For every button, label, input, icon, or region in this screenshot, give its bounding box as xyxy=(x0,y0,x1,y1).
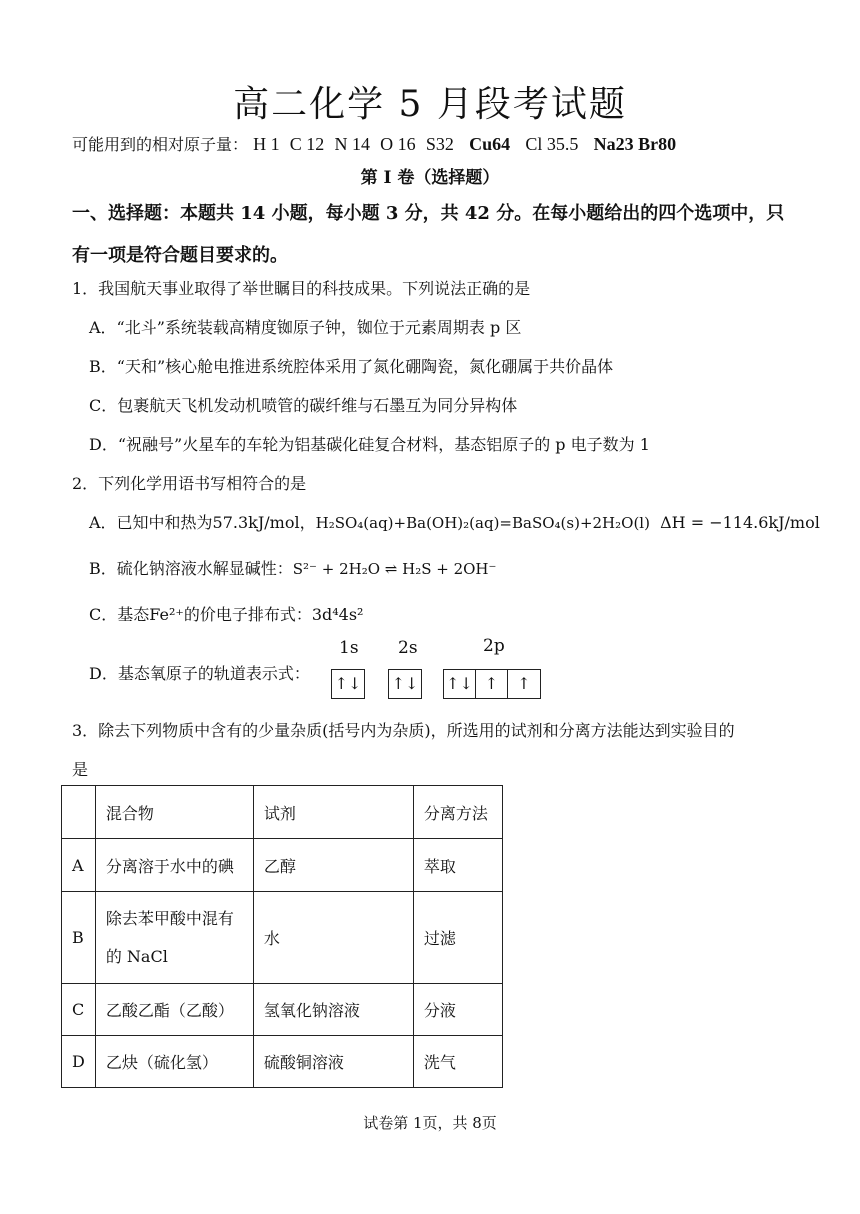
q1-stem: 1．我国航天事业取得了举世瞩目的科技成果。下列说法正确的是 xyxy=(72,279,531,298)
table-cell: 分离溶于水中的碘 xyxy=(95,839,253,892)
q2-b-prefix: B．硫化钠溶液水解显碱性： xyxy=(89,559,293,578)
table-row xyxy=(62,984,503,1036)
table-cell: 除去苯甲酸中混有的 NaCl xyxy=(95,892,253,984)
q2-a-enthalpy: ΔH = −114.6kJ/mol xyxy=(660,513,820,532)
q2-a-equation: H₂SO₄(aq)+Ba(OH)₂(aq)=BaSO₄(s)+2H₂O(l) xyxy=(315,514,650,532)
q2-option-c xyxy=(89,602,363,625)
volume-title: 第 I 卷（选择题） xyxy=(360,168,500,188)
table-header-cell xyxy=(62,786,96,839)
table-header-row xyxy=(62,786,503,839)
table-cell: 洗气 xyxy=(413,1036,502,1088)
atomic-mass-n: N 14 xyxy=(334,134,370,154)
q1-option-d: D．“祝融号”火星车的车轮为铝基碳化硅复合材料，基态铝原子的 p 电子数为 1 xyxy=(89,435,650,454)
table-cell: C xyxy=(62,984,96,1036)
q2-option-a xyxy=(89,510,820,533)
orbital-box-1s xyxy=(331,669,365,699)
q1-option-a: A．“北斗”系统装载高精度铷原子钟，铷位于元素周期表 p 区 xyxy=(89,318,522,337)
q2-c-config: 3d⁴4s² xyxy=(311,605,364,624)
atomic-mass-o: O 16 xyxy=(380,134,416,154)
table-cell: 乙酸乙酯（乙酸） xyxy=(95,984,253,1036)
table-header-cell: 分离方法 xyxy=(413,786,502,839)
atomic-mass-c: C 12 xyxy=(289,134,325,154)
page-title: 高二化学 5 月段考试题 xyxy=(233,84,627,125)
q2-stem: 2．下列化学用语书写相符合的是 xyxy=(72,474,307,493)
orbital-box-2s xyxy=(388,669,422,699)
orbital-label-1s: 1s xyxy=(339,638,359,658)
q3-stem-line2: 是 xyxy=(72,760,89,779)
q2-b-equation: S²⁻ + 2H₂O ⇌ H₂S + 2OH⁻ xyxy=(292,560,497,578)
table-row xyxy=(62,839,503,892)
q1-option-c: C．包裹航天飞机发动机喷管的碳纤维与石墨互为同分异构体 xyxy=(89,396,518,415)
table-header-cell: 混合物 xyxy=(95,786,253,839)
orbital-label-2s: 2s xyxy=(398,638,418,658)
orbital-2p-1-electrons: ↑↓ xyxy=(444,670,476,698)
q2-c-prefix: C．基态 xyxy=(89,605,150,624)
orbital-box-2p xyxy=(443,669,541,699)
page-footer: 试卷第 1页，共 8页 xyxy=(363,1114,497,1132)
table-cell: 分液 xyxy=(413,984,502,1036)
orbital-label-2p: 2p xyxy=(483,636,505,656)
table-cell: B xyxy=(62,892,96,984)
table-cell: 水 xyxy=(253,892,413,984)
orbital-2s-electrons: ↑↓ xyxy=(391,674,419,693)
table-cell: 乙醇 xyxy=(253,839,413,892)
atomic-mass-cl: Cl 35.5 xyxy=(525,134,579,154)
q1-option-b: B．“天和”核心舱电推进系统腔体采用了氮化硼陶瓷，氮化硼属于共价晶体 xyxy=(89,357,614,376)
q2-a-prefix: A．已知中和热为57.3kJ/mol， xyxy=(89,513,316,532)
table-cell: 乙炔（硫化氢） xyxy=(95,1036,253,1088)
q2-option-b xyxy=(89,556,496,579)
q3-table xyxy=(61,785,503,1088)
atomic-mass-s: S32 xyxy=(425,134,454,154)
orbital-2p-3-electrons: ↑ xyxy=(517,674,531,693)
table-cell: A xyxy=(62,839,96,892)
table-cell: 过滤 xyxy=(413,892,502,984)
table-cell: 硫酸铜溶液 xyxy=(253,1036,413,1088)
atomic-masses-line xyxy=(72,132,676,155)
table-cell: 萃取 xyxy=(413,839,502,892)
table-cell: D xyxy=(62,1036,96,1088)
atomic-mass-h: H 1 xyxy=(253,134,280,154)
orbital-2p-2-electrons: ↑ xyxy=(476,670,508,698)
atomic-mass-cu: Cu64 xyxy=(469,134,511,154)
table-row xyxy=(62,1036,503,1088)
q2-c-mid: 的价电子排布式： xyxy=(183,605,312,624)
section-heading: 一、选择题：本题共 14 小题，每小题 3 分，共 42 分。在每小题给出的四个选项中，只有一项是符合题目要求的。 xyxy=(72,203,785,266)
orbital-1s-electrons: ↑↓ xyxy=(334,674,362,693)
q2-option-d: D．基态氧原子的轨道表示式： xyxy=(89,664,310,683)
table-header-cell: 试剂 xyxy=(253,786,413,839)
table-cell: 氢氧化钠溶液 xyxy=(253,984,413,1036)
atomic-masses-label: 可能用到的相对原子量： xyxy=(72,135,249,154)
atomic-mass-na-br: Na23 Br80 xyxy=(593,134,677,154)
table-row xyxy=(62,892,503,984)
q2-c-ion: Fe²⁺ xyxy=(149,605,184,624)
q3-stem-line1: 3．除去下列物质中含有的少量杂质(括号内为杂质)，所选用的试剂和分离方法能达到实验目的 xyxy=(72,721,735,740)
